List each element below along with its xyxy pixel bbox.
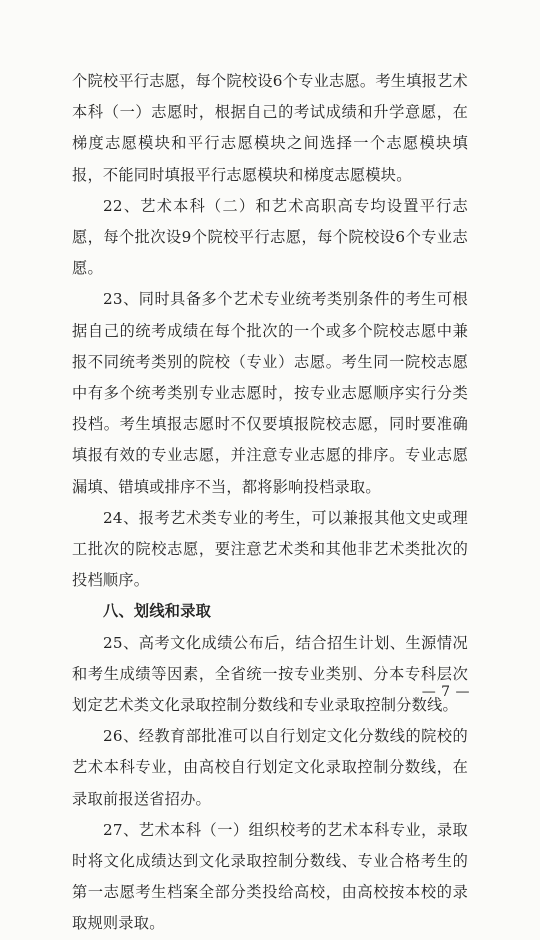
page-number: — 7 — (421, 684, 470, 700)
paragraph-24: 24、报考艺术类专业的考生，可以兼报其他文史或理工批次的院校志愿，要注意艺术类和其他非艺术类批次的投档顺序。 (72, 508, 468, 590)
body-text (72, 66, 468, 940)
paragraph-26: 26、经教育部批准可以自行划定文化分数线的院校的艺术本科专业，由高校自行划定文化录取控制分数线，在录取前报送省招办。 (72, 727, 468, 808)
paragraph-25: 25、高考文化成绩公布后，结合招生计划、生源情况和考生成绩等因素，全省统一按专业类别、分本专科层次划定艺术类文化录取控制分数线和专业录取控制分数线。 (72, 633, 468, 715)
paragraph-continued: 个院校平行志愿，每个院校设6个专业志愿。考生填报艺术本科（一）志愿时，根据自己的考试成绩和升学意愿，在梯度志愿模块和平行志愿模块之间选择一个志愿模块填报，不能同时填报平行志愿模块和梯度志愿模块。 (72, 72, 468, 184)
paragraph-23: 23、同时具备多个艺术专业统考类别条件的考生可根据自己的统考成绩在每个批次的一个或多个院校志愿中兼报不同统考类别的院校（专业）志愿。考生同一院校志愿中有多个统考类别专业志愿时，按专业志愿顺序实行分类投档。考生填报志愿时不仅要填报院校志愿，同时要准确填报有效的专业志愿，并注意专业志愿的排序。专业志愿漏填、错填或排序不当，都将影响投档录取。 (72, 290, 468, 496)
paragraph-22: 22、艺术本科（二）和艺术高职高专均设置平行志愿，每个批次设9个院校平行志愿，每个院校设6个专业志愿。 (72, 196, 468, 278)
section-heading: 八、划线和录取 (103, 602, 212, 621)
paragraph-27: 27、艺术本科（一）组织校考的艺术本科专业，录取时将文化成绩达到文化录取控制分数线、专业合格考生的第一志愿考生档案全部分类投给高校，由高校按本校的录取规则录取。 (72, 820, 468, 933)
